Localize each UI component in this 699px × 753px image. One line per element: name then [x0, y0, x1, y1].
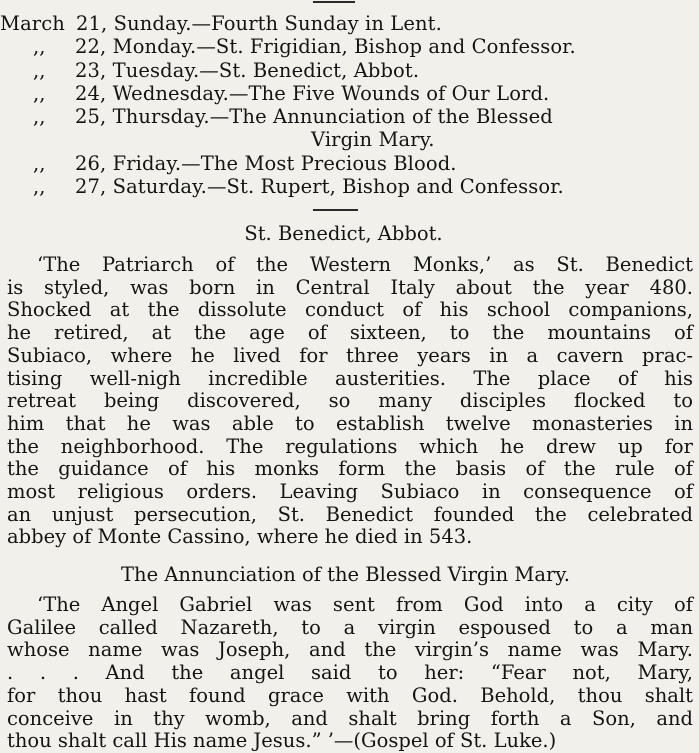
- calendar-entry: [0, 152, 699, 175]
- calendar-day: 22: [75, 35, 101, 59]
- calendar-description: Wednesday.—The Five Wounds of Our Lord.: [112, 81, 550, 105]
- calendar-description: Thursday.—The Annunciation of the Blessed: [112, 105, 553, 129]
- calendar-description: Sunday.—Fourth Sunday in Lent.: [113, 12, 442, 35]
- calendar-entry-text: 24, Wednesday.—The Five Wounds of Our Lord.: [75, 81, 550, 105]
- top-rule: [313, 1, 355, 3]
- ditto-mark: ,,: [33, 105, 46, 129]
- text-line: the guidance of his monks form the basis of the rule of: [7, 457, 693, 481]
- text-line: retreat being discovered, so many disciples flocked to: [7, 389, 693, 413]
- calendar-day: 24: [75, 81, 101, 105]
- calendar-description: Friday.—The Most Precious Blood.: [112, 151, 457, 175]
- calendar-entry: [0, 35, 699, 58]
- calendar-entry-text: 21, Sunday.—Fourth Sunday in Lent.: [76, 12, 442, 35]
- text-line: the neighborhood. The regulations which he drew up for: [7, 434, 693, 458]
- calendar-entry-text: 27, Saturday.—St. Rupert, Bishop and Confessor.: [75, 175, 564, 199]
- text-line: ‘The Angel Gabriel was sent from God into a city of: [37, 593, 693, 616]
- calendar-entry-text: 26, Friday.—The Most Precious Blood.: [75, 151, 457, 175]
- calendar-day: 25: [75, 105, 101, 129]
- text-line: he retired, at the age of sixteen, to the mountains of: [7, 321, 693, 345]
- calendar-description: Monday.—St. Frigidian, Bishop and Confessor.: [112, 35, 576, 59]
- text-line: conceive in thy womb, and shalt bring forth a Son, and: [7, 706, 693, 730]
- text-line: Galilee called Nazareth, to a virgin espoused to a man: [7, 615, 693, 639]
- text-line: for thou hast found grace with God. Behold, thou shalt: [7, 683, 693, 707]
- text-line: most religious orders. Leaving Subiaco in consequence of: [7, 480, 693, 504]
- text-line: tising well-nigh incredible austerities. The place of his: [7, 366, 693, 390]
- calendar-month: March: [0, 12, 65, 35]
- section-rule: [313, 209, 358, 211]
- calendar-entry: [0, 59, 699, 82]
- calendar-entry: [0, 82, 699, 105]
- calendar-entry: [0, 105, 699, 128]
- text-line: . . . And the angel said to her: “Fear not, Mary,: [7, 661, 693, 685]
- ditto-mark: ,,: [33, 35, 46, 59]
- calendar-day: 23: [75, 58, 101, 82]
- ditto-mark: ,,: [33, 151, 46, 175]
- calendar-continuation-text: Virgin Mary.: [311, 128, 435, 152]
- text-line: ‘The Patriarch of the Western Monks,’ as St. Benedict: [37, 253, 693, 276]
- text-line: an unjust persecution, St. Benedict founded the celebrated: [7, 502, 693, 526]
- calendar-description: Saturday.—St. Rupert, Bishop and Confessor.: [112, 175, 564, 199]
- ditto-mark: ,,: [33, 58, 46, 82]
- text-line: abbey of Monte Cassino, where he died in 543.: [7, 525, 473, 549]
- calendar-day: 27: [75, 175, 101, 199]
- calendar-entry-text: 25, Thursday.—The Annunciation of the Blessed: [75, 105, 553, 129]
- section-heading-annunciation: The Annunciation of the Blessed Virgin Mary.: [121, 563, 570, 586]
- ditto-mark: ,,: [33, 175, 46, 199]
- ditto-mark: ,,: [33, 81, 46, 105]
- calendar-list: [0, 12, 699, 198]
- section-body-benedict: [7, 254, 693, 549]
- calendar-entry: [0, 12, 699, 35]
- calendar-entry-continuation: [0, 128, 699, 151]
- calendar-entry-text: 22, Monday.—St. Frigidian, Bishop and Confessor.: [75, 35, 576, 59]
- calendar-entry-text: 23, Tuesday.—St. Benedict, Abbot.: [75, 58, 420, 82]
- text-line: him that he was able to establish twelve monasteries in: [7, 411, 693, 435]
- calendar-description: Tuesday.—St. Benedict, Abbot.: [112, 58, 420, 82]
- section-body-annunciation: [7, 594, 693, 753]
- calendar-entry: [0, 175, 699, 198]
- section-heading-benedict: St. Benedict, Abbot.: [244, 222, 443, 245]
- text-line: Subiaco, where he lived for three years in a cavern prac-: [7, 343, 693, 367]
- text-line: Shocked at the dissolute conduct of his school companions,: [7, 298, 693, 322]
- text-line: thou shalt call His name Jesus.” ’—(Gospel of St. Luke.): [7, 729, 557, 753]
- text-line: whose name was Joseph, and the virgin’s name was Mary.: [7, 638, 693, 662]
- text-line: is styled, was born in Central Italy about the year 480.: [7, 275, 693, 299]
- calendar-day: 26: [75, 151, 101, 175]
- calendar-day: 21: [76, 12, 102, 35]
